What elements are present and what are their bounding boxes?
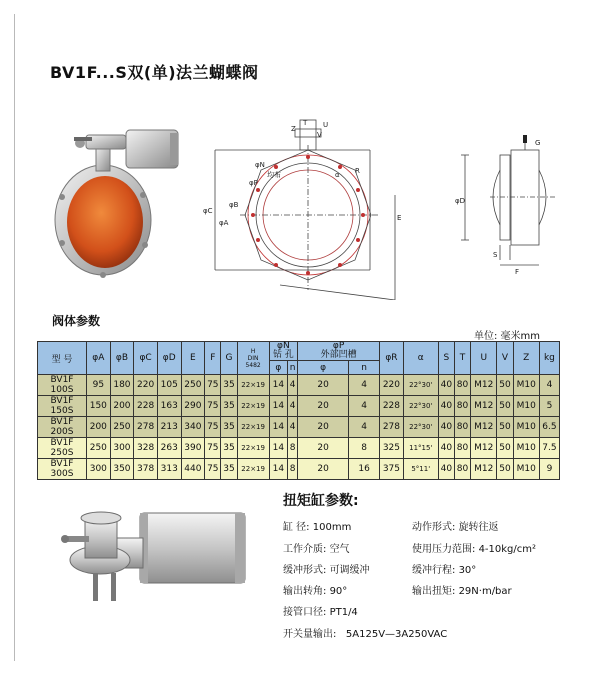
param-switch-value: 5A125V—3A250VAC: [345, 629, 448, 640]
table-cell: 328: [134, 438, 158, 459]
param-cylinder-label: 缸 径:: [283, 522, 310, 533]
table-cell: 14: [269, 396, 287, 417]
table-cell: 150: [87, 396, 111, 417]
table-cell: M10: [513, 375, 539, 396]
body-params-label: 阀体参数: [52, 314, 101, 328]
th-alpha: α: [403, 342, 438, 375]
table-row: [38, 438, 560, 459]
th-e: E: [181, 342, 205, 375]
table-cell: 80: [454, 438, 470, 459]
table-cell: 40: [438, 459, 454, 480]
table-cell: 22×19: [237, 396, 269, 417]
table-cell: 20: [298, 375, 349, 396]
th-c: φC: [134, 342, 158, 375]
table-cell: 22×19: [237, 459, 269, 480]
table-cell: 50: [497, 417, 513, 438]
label-phi-a: φA: [219, 219, 229, 227]
table-cell: 75: [205, 396, 221, 417]
param-port-value: PT1/4: [329, 607, 358, 618]
table-cell: 4: [288, 375, 298, 396]
table-cell: 75: [205, 375, 221, 396]
th-s: S: [438, 342, 454, 375]
param-buffer: [283, 561, 370, 576]
th-z: Z: [513, 342, 539, 375]
th-u: U: [471, 342, 497, 375]
param-medium-label: 工作介质:: [283, 544, 327, 555]
param-buffer-label: 缓冲形式:: [283, 565, 327, 576]
table-cell: 22°30': [403, 375, 438, 396]
table-cell: 300: [110, 438, 134, 459]
th-h-label: H: [250, 347, 256, 355]
label-phi-b: φB: [229, 201, 239, 209]
table-cell: 14: [269, 459, 287, 480]
table-cell: 35: [221, 459, 237, 480]
table-cell: BV1F 150S: [38, 396, 87, 417]
label-phi-n: φN: [255, 161, 265, 169]
page-title: BV1F...S双(单)法兰蝴蝶阀: [50, 63, 259, 82]
label-e: E: [397, 214, 402, 222]
table-cell: M12: [471, 438, 497, 459]
table-cell: M10: [513, 459, 539, 480]
table-cell: 35: [221, 417, 237, 438]
spec-table: [37, 341, 560, 480]
th-b: φB: [110, 342, 134, 375]
table-cell: 50: [497, 396, 513, 417]
label-alpha: α: [335, 171, 340, 179]
table-cell: M12: [471, 459, 497, 480]
table-cell: 22×19: [237, 375, 269, 396]
table-cell: 80: [454, 417, 470, 438]
param-action: [412, 518, 499, 533]
th-p-title: φP: [332, 341, 345, 351]
th-t: T: [454, 342, 470, 375]
table-cell: 4: [288, 396, 298, 417]
table-cell: 5: [539, 396, 559, 417]
table-cell: 20: [298, 438, 349, 459]
front-view-drawing: [195, 115, 415, 300]
th-p-group: [298, 342, 380, 361]
side-view-drawing: [445, 135, 565, 275]
table-row: [38, 396, 560, 417]
table-cell: 14: [269, 417, 287, 438]
param-medium: [283, 540, 350, 555]
table-cell: BV1F 200S: [38, 417, 87, 438]
label-v: V: [317, 131, 322, 139]
th-h-din: DIN: [247, 354, 259, 362]
param-pressure: [412, 540, 536, 555]
table-cell: 105: [157, 375, 181, 396]
th-d: φD: [157, 342, 181, 375]
table-cell: 14: [269, 375, 287, 396]
param-switch-label: 开关量输出:: [283, 629, 337, 640]
param-port-label: 接管口径:: [283, 607, 327, 618]
label-phi-d: φD: [455, 197, 466, 205]
table-cell: 50: [497, 375, 513, 396]
table-cell: 50: [497, 459, 513, 480]
table-cell: 11°15': [403, 438, 438, 459]
table-cell: 50: [497, 438, 513, 459]
table-cell: 5°11': [403, 459, 438, 480]
th-p-phi: φ: [298, 361, 349, 375]
table-cell: 40: [438, 396, 454, 417]
param-angle-label: 输出转角:: [283, 586, 327, 597]
table-cell: 250: [87, 438, 111, 459]
table-cell: 95: [87, 375, 111, 396]
table-cell: 340: [181, 417, 205, 438]
th-v: V: [497, 342, 513, 375]
table-cell: 22°30': [403, 396, 438, 417]
table-cell: 22×19: [237, 438, 269, 459]
table-cell: 14: [269, 438, 287, 459]
table-cell: 378: [134, 459, 158, 480]
table-cell: 375: [380, 459, 404, 480]
table-cell: 300: [87, 459, 111, 480]
table-cell: M10: [513, 396, 539, 417]
table-cell: 440: [181, 459, 205, 480]
table-cell: 200: [87, 417, 111, 438]
table-cell: 220: [380, 375, 404, 396]
param-angle: [283, 582, 347, 597]
table-cell: 7.5: [539, 438, 559, 459]
actuator-photo: [55, 498, 250, 613]
th-kg: kg: [539, 342, 559, 375]
table-cell: 9: [539, 459, 559, 480]
table-cell: 35: [221, 375, 237, 396]
table-cell: 35: [221, 396, 237, 417]
table-cell: 40: [438, 438, 454, 459]
param-angle-value: 90°: [329, 586, 348, 597]
table-cell: 163: [157, 396, 181, 417]
label-r: R: [355, 167, 360, 175]
param-cylinder-value: 100mm: [312, 522, 352, 533]
table-cell: 8: [288, 459, 298, 480]
table-cell: 8: [349, 438, 380, 459]
th-p-sub: 外部凹槽: [320, 350, 357, 360]
table-cell: 22×19: [237, 417, 269, 438]
label-phi-c: φC: [203, 207, 213, 215]
table-cell: 20: [298, 396, 349, 417]
table-row: [38, 417, 560, 438]
th-h: [237, 342, 269, 375]
table-cell: 35: [221, 438, 237, 459]
th-f: F: [205, 342, 221, 375]
label-phi-p: φP: [249, 179, 258, 187]
param-pressure-value: 4-10kg/cm²: [478, 544, 537, 555]
table-cell: 278: [134, 417, 158, 438]
th-r: φR: [380, 342, 404, 375]
th-n-n: n: [288, 361, 298, 375]
table-cell: 4: [539, 375, 559, 396]
table-cell: 40: [438, 417, 454, 438]
table-cell: 6.5: [539, 417, 559, 438]
param-buffer-value: 可调缓冲: [329, 565, 370, 576]
param-stroke-label: 缓冲行程:: [412, 565, 456, 576]
table-cell: 22°30': [403, 417, 438, 438]
th-model: 型 号: [38, 342, 87, 375]
th-p-n: n: [349, 361, 380, 375]
table-cell: 16: [349, 459, 380, 480]
label-fine: 均布: [267, 171, 281, 179]
param-action-label: 动作形式:: [412, 522, 456, 533]
label-t: T: [303, 119, 308, 127]
table-cell: 40: [438, 375, 454, 396]
table-cell: BV1F 250S: [38, 438, 87, 459]
table-cell: 278: [380, 417, 404, 438]
param-pressure-label: 使用压力范围:: [412, 544, 476, 555]
th-h-5482: 5482: [245, 361, 261, 369]
table-cell: M12: [471, 417, 497, 438]
table-cell: M10: [513, 417, 539, 438]
table-cell: 228: [380, 396, 404, 417]
table-cell: M12: [471, 375, 497, 396]
table-cell: 220: [134, 375, 158, 396]
table-cell: 325: [380, 438, 404, 459]
th-g: G: [221, 342, 237, 375]
table-cell: 263: [157, 438, 181, 459]
param-action-value: 旋转往返: [458, 522, 499, 533]
table-cell: 290: [181, 396, 205, 417]
label-g: G: [535, 139, 541, 147]
table-cell: 8: [288, 438, 298, 459]
th-n-title: φN: [277, 341, 290, 351]
param-stroke-value: 30°: [458, 565, 477, 576]
table-cell: 75: [205, 438, 221, 459]
table-cell: 4: [288, 417, 298, 438]
table-cell: 80: [454, 396, 470, 417]
table-cell: 75: [205, 417, 221, 438]
table-row: [38, 459, 560, 480]
table-cell: BV1F 300S: [38, 459, 87, 480]
table-cell: 80: [454, 459, 470, 480]
table-cell: BV1F 100S: [38, 375, 87, 396]
param-torque-value: 29N·m/bar: [458, 586, 512, 597]
param-torque: [412, 582, 512, 597]
table-cell: 20: [298, 459, 349, 480]
th-n-phi: φ: [269, 361, 287, 375]
label-s: S: [493, 251, 498, 259]
th-a: φA: [87, 342, 111, 375]
param-medium-value: 空气: [329, 544, 350, 555]
th-n-group: [269, 342, 297, 361]
table-cell: 80: [454, 375, 470, 396]
table-cell: 228: [134, 396, 158, 417]
label-u: U: [323, 121, 329, 129]
param-port: [283, 603, 358, 618]
table-cell: M10: [513, 438, 539, 459]
param-switch: [283, 625, 447, 640]
table-cell: 4: [349, 375, 380, 396]
param-torque-label: 输出扭矩:: [412, 586, 456, 597]
table-cell: M12: [471, 396, 497, 417]
unit-label: 单位: 毫米mm: [473, 331, 540, 342]
table-cell: 350: [110, 459, 134, 480]
table-cell: 313: [157, 459, 181, 480]
label-z: Z: [291, 125, 296, 133]
table-cell: 390: [181, 438, 205, 459]
torque-title: 扭矩缸参数:: [283, 493, 359, 509]
table-cell: 250: [110, 417, 134, 438]
table-cell: 213: [157, 417, 181, 438]
table-cell: 200: [110, 396, 134, 417]
table-cell: 20: [298, 417, 349, 438]
table-cell: 180: [110, 375, 134, 396]
param-cylinder: [283, 518, 351, 533]
th-n-sub: 钻 孔: [272, 350, 294, 360]
table-cell: 75: [205, 459, 221, 480]
table-cell: 4: [349, 396, 380, 417]
param-stroke: [412, 561, 476, 576]
table-cell: 250: [181, 375, 205, 396]
valve-photo: [48, 125, 193, 280]
spec-table-body: [38, 375, 560, 480]
table-row: [38, 375, 560, 396]
table-cell: 4: [349, 417, 380, 438]
label-f: F: [515, 268, 520, 275]
